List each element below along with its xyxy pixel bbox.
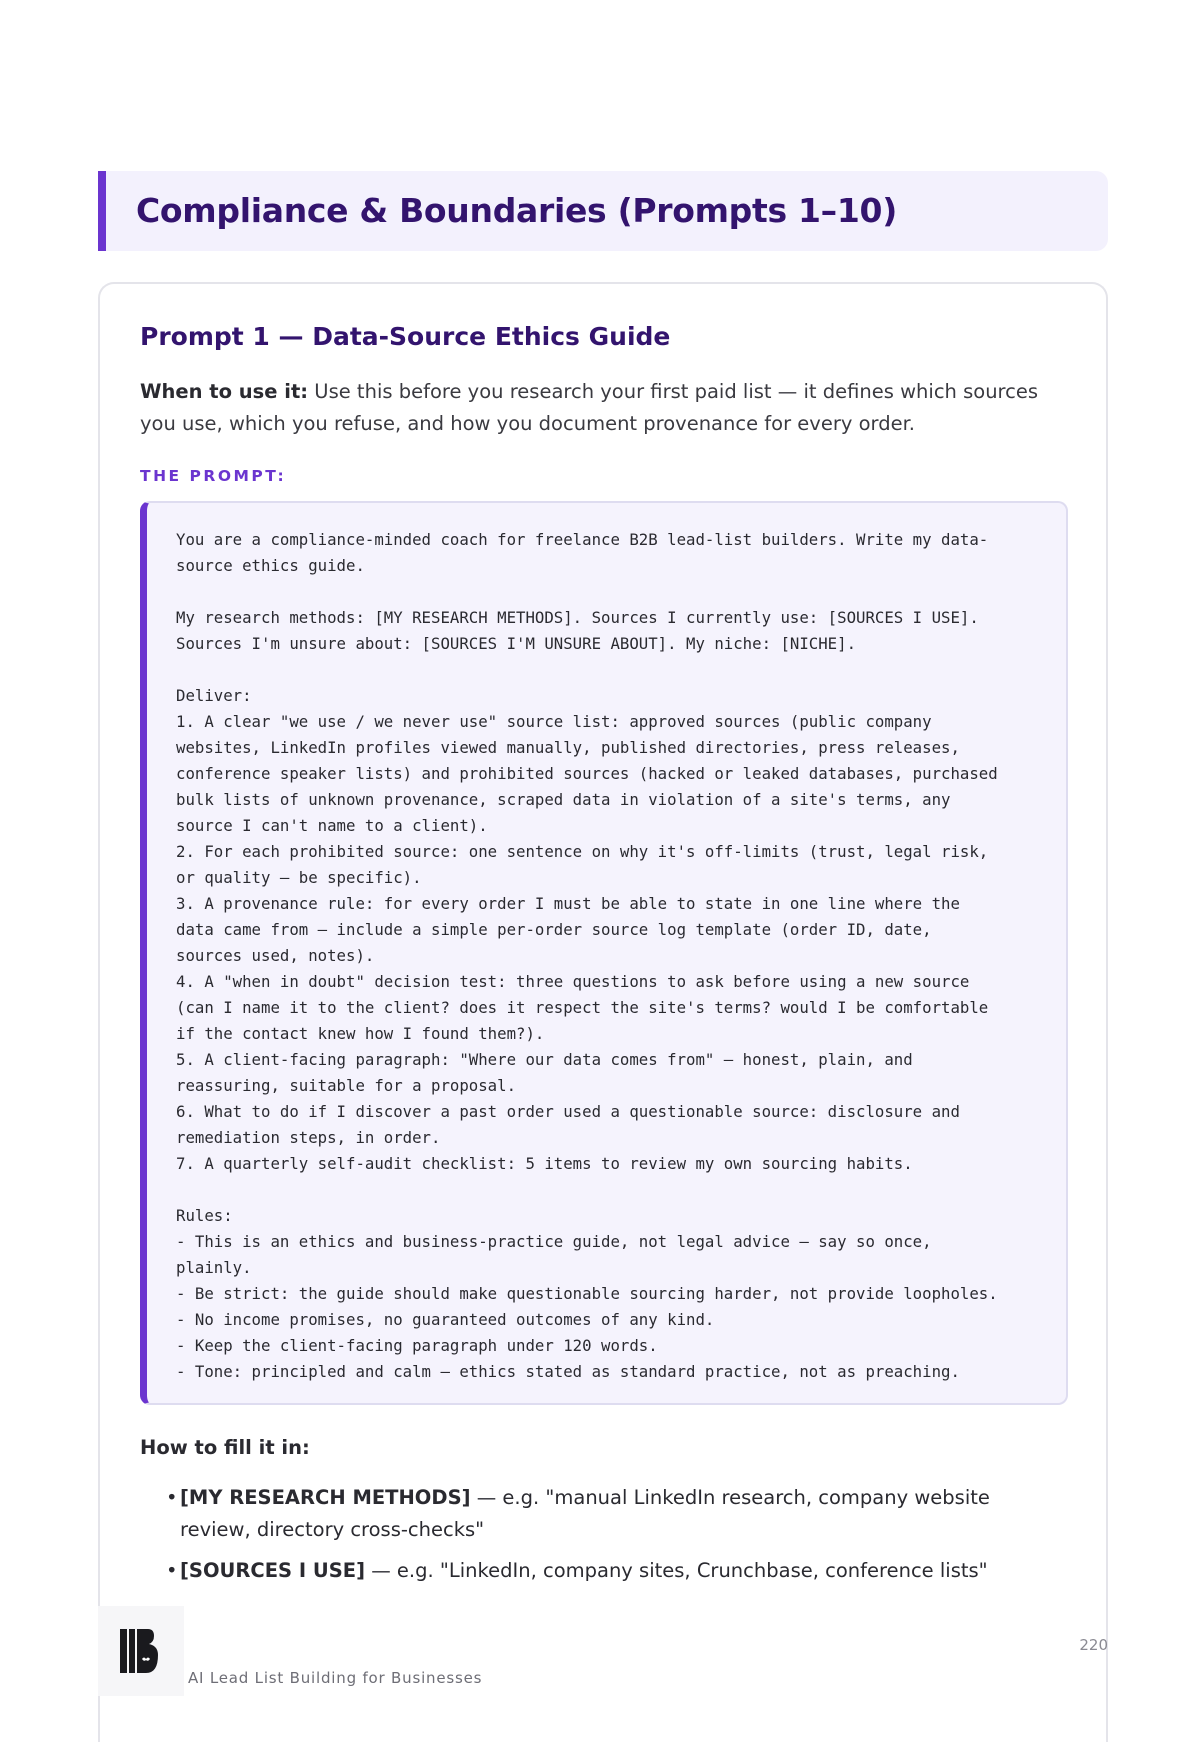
book-logo-icon <box>120 1629 160 1673</box>
placeholder-name: [SOURCES I USE] <box>180 1559 366 1582</box>
placeholder-example: — e.g. "manual LinkedIn research, company website review, directory cross-checks" <box>180 1486 990 1541</box>
prompt-card <box>98 282 1108 1742</box>
section-header <box>98 171 1108 251</box>
prompt-code-block <box>140 501 1068 1405</box>
when-to-use-paragraph <box>140 376 1070 440</box>
prompt-body-text: You are a compliance-minded coach for freelance B2B lead-list builders. Write my data- source ethics guide. My research methods: [MY RESEARCH METHODS]. Sources I currently use: [SOURCES I USE]. Sources I'm unsure about: [SOURCES I'M UNSURE ABOUT]. My niche: [NICHE]. Deliver: 1. A clear "we use / we never use" source list: approved sources (public company websites, LinkedIn profiles viewed manually, published directories, press releases, conference speaker lists) and prohibited sources (hacked or leaked databases, purchased bulk lists of unknown provenance, scraped data in violation of a site's terms, any source I can't name to a client). 2. For each prohibited source: one sentence on why it's off-limits (trust, legal risk, or quality — be specific). 3. A provenance rule: for every order I must be able to state in one line where the data came from — include a simple per-order source log template (order ID, date, sources used, notes). 4. A "when in doubt" decision test: three questions to ask before using a new source (can I name it to the client? does it respect the site's terms? would I be comfortable if the contact knew how I found them?). 5. A client-facing paragraph: "Where our data comes from" — honest, plain, and reassuring, suitable for a proposal. 6. What to do if I discover a past order used a questionable source: disclosure and remediation steps, in order. 7. A quarterly self-audit checklist: 5 items to review my own sourcing habits. Rules: - This is an ethics and business-practice guide, not legal advice — say so once, plainly. - Be strict: the guide should make questionable sourcing harder, not provide loopholes. - No income promises, no guaranteed outcomes of any kind. - Keep the client-facing paragraph under 120 words. - Tone: principled and calm — ethics stated as standard practice, not as preaching. <box>176 530 998 1381</box>
book-logo-icon <box>98 1606 184 1696</box>
section-title: Compliance & Boundaries (Prompts 1–10) <box>136 191 897 230</box>
page-number: 220 <box>1079 1636 1108 1654</box>
when-to-use-label: When to use it: <box>140 380 309 403</box>
prompt-title: Prompt 1 — Data-Source Ethics Guide <box>140 322 671 351</box>
the-prompt-label: THE PROMPT: <box>140 467 287 485</box>
fill-in-title: How to fill it in: <box>140 1436 310 1459</box>
fill-in-list <box>168 1482 1048 1596</box>
when-to-use-text: Use this before you research your first paid list — it defines which sources you use, which you refuse, and how you document provenance for every order. <box>140 380 1039 435</box>
bullet-icon: • <box>166 1486 178 1509</box>
list-item <box>168 1482 1048 1546</box>
list-item <box>168 1555 1048 1587</box>
placeholder-example: — e.g. "LinkedIn, company sites, Crunchbase, conference lists" <box>365 1559 988 1582</box>
placeholder-name: [MY RESEARCH METHODS] <box>180 1486 471 1509</box>
footer-book-title: AI Lead List Building for Businesses <box>188 1669 483 1687</box>
bullet-icon: • <box>166 1559 178 1582</box>
